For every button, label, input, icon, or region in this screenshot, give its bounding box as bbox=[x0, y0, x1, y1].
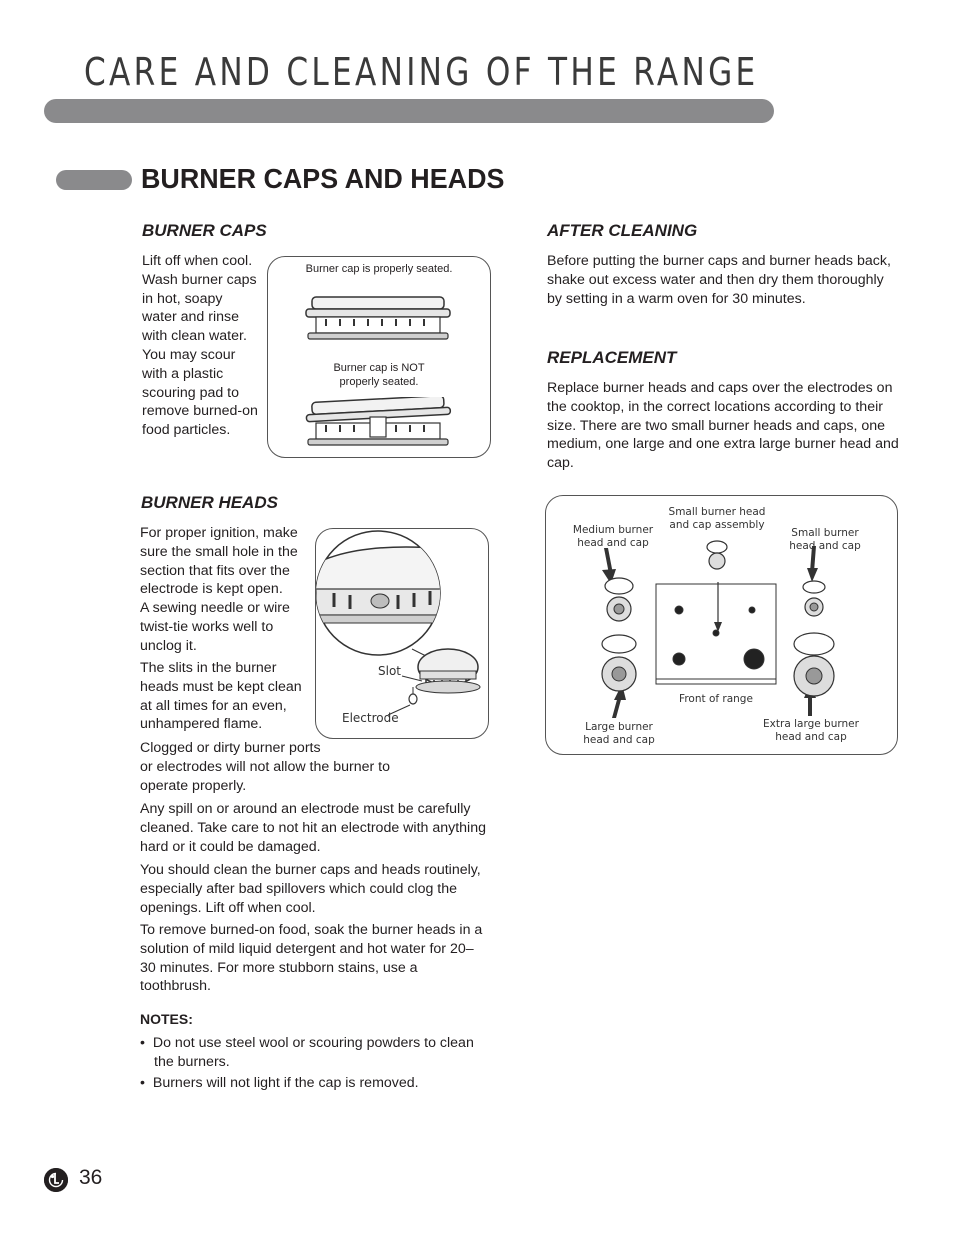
seated-caption: Burner cap is properly seated. bbox=[305, 263, 453, 275]
burner-head-illustration bbox=[316, 529, 488, 738]
replacement-text: Replace burner heads and caps over the electrodes on the cooktop, in the correct locations according to their size. There are two small burner heads and caps, one medium, one large and one extra large burner head and cap. bbox=[547, 380, 899, 472]
chapter-bar bbox=[44, 99, 774, 123]
burner-caps-heading: BURNER CAPS bbox=[142, 221, 267, 240]
label-line: Small burner head bbox=[668, 506, 766, 518]
notes-list bbox=[140, 1034, 492, 1092]
burner-head-figure bbox=[315, 528, 489, 739]
burner-heads-heading: BURNER HEADS bbox=[141, 493, 278, 512]
page-number: 36 bbox=[79, 1166, 103, 1189]
medium-burner-label bbox=[566, 524, 660, 550]
burner-layout-diagram bbox=[545, 495, 898, 755]
text-line: electrode is kept open. bbox=[140, 581, 283, 598]
unseated-cap-illustration bbox=[298, 397, 458, 453]
note-text: Do not use steel wool or scouring powders to clean the burners. bbox=[152, 1035, 474, 1070]
text-line: heads must be kept clean bbox=[140, 678, 302, 695]
text-line: Clogged or dirty burner ports bbox=[140, 740, 321, 756]
text-line: operate properly. bbox=[140, 777, 247, 794]
electrode-label: Electrode bbox=[342, 711, 399, 725]
label-line: Medium burner bbox=[572, 524, 654, 536]
text-line: unhampered flame. bbox=[140, 716, 263, 733]
front-of-range-label: Front of range bbox=[679, 693, 753, 705]
text-line: Lift off when cool. bbox=[142, 253, 253, 269]
label-line: head and cap bbox=[577, 537, 649, 549]
section-title: BURNER CAPS AND HEADS bbox=[141, 163, 505, 194]
lg-logo-mark bbox=[44, 1168, 68, 1192]
text-line: with clean water. bbox=[142, 328, 247, 345]
text-line: food particles. bbox=[142, 422, 231, 439]
notes-title: NOTES: bbox=[140, 1011, 193, 1027]
slot-label: Slot bbox=[378, 664, 401, 678]
text-line: remove burned-on bbox=[142, 403, 258, 420]
caption-line: properly seated. bbox=[339, 376, 419, 388]
after-cleaning-text: Before putting the burner caps and burner heads back, shake out excess water and then dry them thoroughly by setting in a warm oven for 30 minutes. bbox=[547, 253, 891, 307]
caption-line: Burner cap is NOT bbox=[333, 362, 425, 374]
burner-heads-para5: You should clean the burner caps and heads routinely, especially after bad spillovers which could clog the openings. Lift off when cool. bbox=[140, 862, 481, 916]
section-pill bbox=[56, 170, 132, 190]
text-line: water and rinse bbox=[142, 309, 239, 326]
burner-cap-figure bbox=[267, 256, 491, 458]
label-line: and cap assembly bbox=[669, 519, 765, 531]
label-line: Large burner bbox=[585, 721, 653, 733]
chapter-title: CARE AND CLEANING OF THE RANGE bbox=[84, 50, 759, 94]
large-burner-label bbox=[576, 721, 662, 747]
label-line: Small burner bbox=[791, 527, 859, 539]
label-line: head and cap bbox=[775, 731, 847, 743]
text-line: or electrodes will not allow the burner to bbox=[140, 758, 390, 775]
text-line: section that fits over the bbox=[140, 562, 290, 579]
text-line: at all times for an even, bbox=[140, 697, 287, 714]
small-burner-label bbox=[780, 527, 870, 553]
seated-cap-illustration bbox=[298, 293, 458, 343]
xl-burner-label bbox=[758, 718, 864, 744]
text-line: A sewing needle or wire bbox=[140, 600, 290, 617]
label-line: Extra large burner bbox=[763, 718, 859, 730]
small-assembly-label bbox=[662, 506, 772, 532]
text-line: with a plastic bbox=[142, 365, 224, 382]
burner-heads-para2 bbox=[140, 659, 302, 734]
text-line: sure the small hole in the bbox=[140, 543, 298, 560]
text-line: For proper ignition, make bbox=[140, 525, 298, 541]
burner-heads-para4: Any spill on or around an electrode must be carefully cleaned. Take care to not hit an electrode with anything hard or it could be damaged. bbox=[140, 801, 486, 855]
after-cleaning-heading: AFTER CLEANING bbox=[547, 221, 698, 240]
burner-heads-para3 bbox=[140, 739, 390, 795]
label-line: head and cap bbox=[583, 734, 655, 746]
text-line: unclog it. bbox=[140, 637, 197, 654]
text-line: twist-tie works well to bbox=[140, 618, 274, 635]
note-item: • Do not use steel wool or scouring powders to clean the burners. bbox=[140, 1035, 474, 1070]
burner-heads-para6: To remove burned-on food, soak the burner heads in a solution of mild liquid detergent and hot water for 20–30 minutes. For more stubborn stains, use a toothbrush. bbox=[140, 922, 483, 995]
text-line: The slits in the burner bbox=[140, 660, 277, 676]
text-line: You may scour bbox=[142, 346, 236, 363]
burner-heads-para1 bbox=[140, 524, 298, 656]
note-text: Burners will not light if the cap is removed. bbox=[152, 1074, 419, 1091]
note-item: • Burners will not light if the cap is removed. bbox=[140, 1074, 419, 1091]
text-line: Wash burner caps bbox=[142, 271, 257, 288]
label-line: head and cap bbox=[789, 540, 861, 552]
lg-logo-icon bbox=[44, 1168, 68, 1192]
replacement-heading: REPLACEMENT bbox=[547, 348, 677, 367]
not-seated-caption bbox=[268, 361, 490, 389]
text-line: in hot, soapy bbox=[142, 290, 223, 307]
burner-caps-text bbox=[142, 252, 258, 440]
text-line: scouring pad to bbox=[142, 384, 240, 401]
